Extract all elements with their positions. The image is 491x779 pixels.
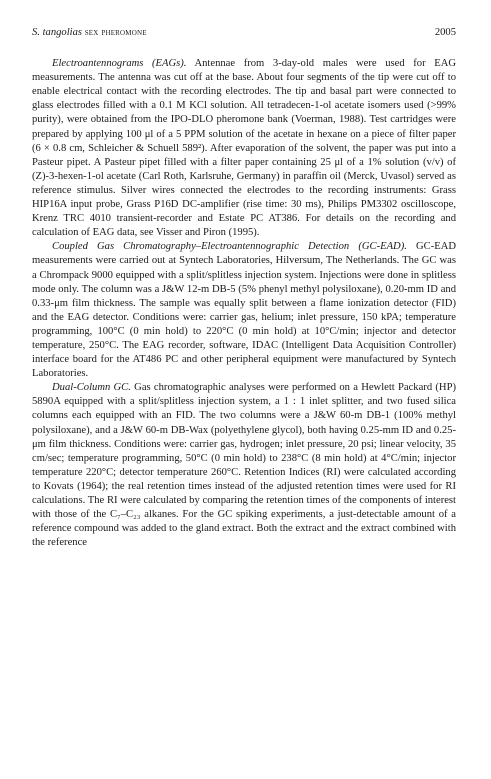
running-title (32, 26, 147, 40)
paragraph-eag (32, 57, 456, 240)
page-number: 2005 (434, 27, 456, 38)
paragraph-gc-ead (32, 240, 456, 381)
paragraph-body: Antennae from 3-day-old males were used for EAG measurements. The antenna was cut off at the base. About four segments of the tip were cut off to enable electrical contact with the recording electrodes. The tip and basal part were connected to glass electrodes filled with a 0.1 M KCl solution. All tetradecen-1-ol acetate isomers used (>99% purity), were obtained from the IPO-DLO pheromone bank (Voerman, 1988). Test cartridges were prepared by applying 100 μl of a 5 PPM solution of the acetate in hexane on a piece of filter paper (6 × 0.8 cm, Schleicher & Schuell 589²). After evaporation of the solvent, the paper was put into a Pasteur pipet. A Pasteur pipet filled with a filter paper containing 25 μl of a 1% solution (v/v) of (Z)-3-hexen-1-ol acetate (Carl Roth, Karlsruhe, Germany) in paraffin oil (Merck, Uvasol) served as reference stimulus. Silver wires connected the electrodes to the recording instruments: Grass HIP16A input probe, Grass P16D DC-amplifier (rise time: 30 ms), Philips PM3302 oscilloscope, Krenz TRC 4010 transient-recorder and Estate PC AT386. For details on the recording and calculation of EAG data, see Visser and Piron (1995). (32, 58, 456, 239)
paragraph-body: GC-EAD measurements were carried out at Syntech Laboratories, Hilversum, The Netherlands. The GC was a Chrompack 9000 equipped with a split/splitless injection system. Injections were done in splitless mode only. The column was a J&W 12-m DB-5 (5% phenyl methyl polysiloxane), 0.20-mm ID and 0.33-μm film thickness. The sample was equally split between a flame ionization detector (FID) and the EAG detector. Conditions were: carrier gas, helium; inlet pressure, 150 kPA; temperature programming, 100°C (0 min hold) to 220°C (0 min hold) at 10°C/min; injector and detector temperature, 250°C. The EAG recorder, software, IDAC (Intelligent Data Acquisition Controller) interface board for the AT486 PC and other peripheral equipment were manufactured by Syntech Laboratories. (32, 241, 456, 380)
section-lead-dual-column: Dual-Column GC. (52, 382, 131, 394)
species-name: S. tangolias (32, 27, 83, 38)
paragraph-body: Gas chromatographic analyses were performed on a Hewlett Packard (HP) 5890A equipped with a split/splitless injection system, a 1 : 1 inlet splitter, and two fused silica columns each equipped with an FID. The two columns were a J&W 60-m DB-1 (100% methyl polysiloxane), and a J&W 60-m DB-Wax (polyethylene glycol), both having 0.25-mm ID and 0.25-μm film thickness. Conditions were: carrier gas, hydrogen; inlet pressure, 20 psi; linear velocity, 35 cm/sec; temperature programming, 50°C (0 min hold) to 238°C (8 min hold) at 4°C/min; injector temperature 220°C; detector temperature 260°C. Retention Indices (RI) were calculated according to Kovats (1964); the real retention times instead of the adjusted retention times were used for RI calculations. The RI were calculated by comparing the retention times of the components of interest with those of the C₇–C₂₃ alkanes. For the GC spiking experiments, a just-detectable amount of a reference compound was added to the gland extract. Both the extract and the extract combined with the reference (32, 382, 456, 549)
paragraph-dual-column-gc (32, 381, 456, 550)
running-header (32, 26, 456, 40)
journal-page (32, 26, 456, 550)
section-lead-gc-ead: Coupled Gas Chromatography–Electroantennographic Detection (GC-EAD). (52, 241, 407, 253)
running-title-rest: sex pheromone (84, 27, 147, 38)
section-lead-eag: Electroantennograms (EAGs). (52, 58, 187, 70)
